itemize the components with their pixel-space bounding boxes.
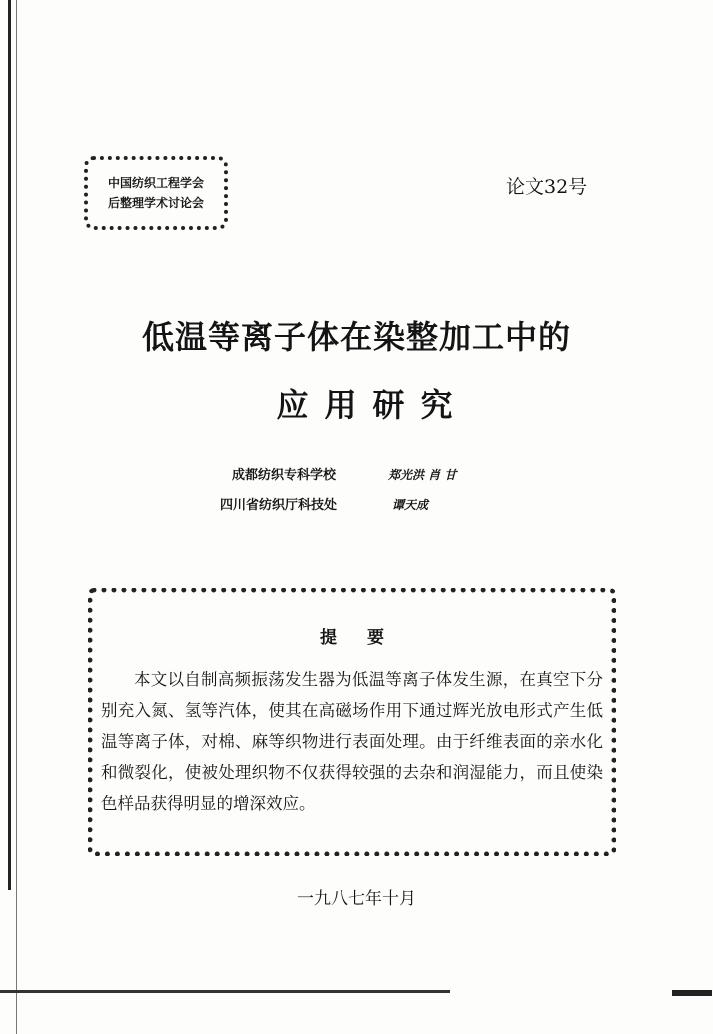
publication-date: 一九八七年十月	[297, 889, 416, 909]
scan-edge	[16, 0, 17, 1034]
paper-number: 论文32号	[506, 176, 588, 198]
abstract-box	[88, 588, 616, 856]
paper-title-line1: 低温等离子体在染整加工中的	[141, 318, 571, 356]
conference-stamp	[84, 156, 228, 230]
scan-edge	[0, 990, 450, 993]
stamp-line: 后整理学术讨论会	[107, 196, 204, 210]
affiliation: 四川省纺织厅科技处	[220, 498, 338, 513]
scan-mark	[672, 990, 712, 996]
scan-edge	[8, 0, 11, 890]
abstract-heading: 提要	[320, 628, 414, 648]
authors: 谭天成	[392, 498, 429, 512]
affiliation: 成都纺织专科学校	[232, 468, 337, 483]
authors: 郑光洪 肖 甘	[388, 468, 457, 482]
paper-title-line2: 应用研究	[276, 386, 469, 424]
stamp-line: 中国纺织工程学会	[107, 176, 204, 190]
abstract-body: 本文以自制高频振荡发生器为低温等离子体发生源，在真空下分别充入氮、氢等汽体，使其在高磁场作用下通过辉光放电形式产生低温等离子体，对棉、麻等织物进行表面处理。由于纤维表面的亲水化和微裂化，使被处理织物不仅获得较强的去杂和润湿能力，而且使染色样品获得明显的增深效应。	[101, 670, 603, 813]
